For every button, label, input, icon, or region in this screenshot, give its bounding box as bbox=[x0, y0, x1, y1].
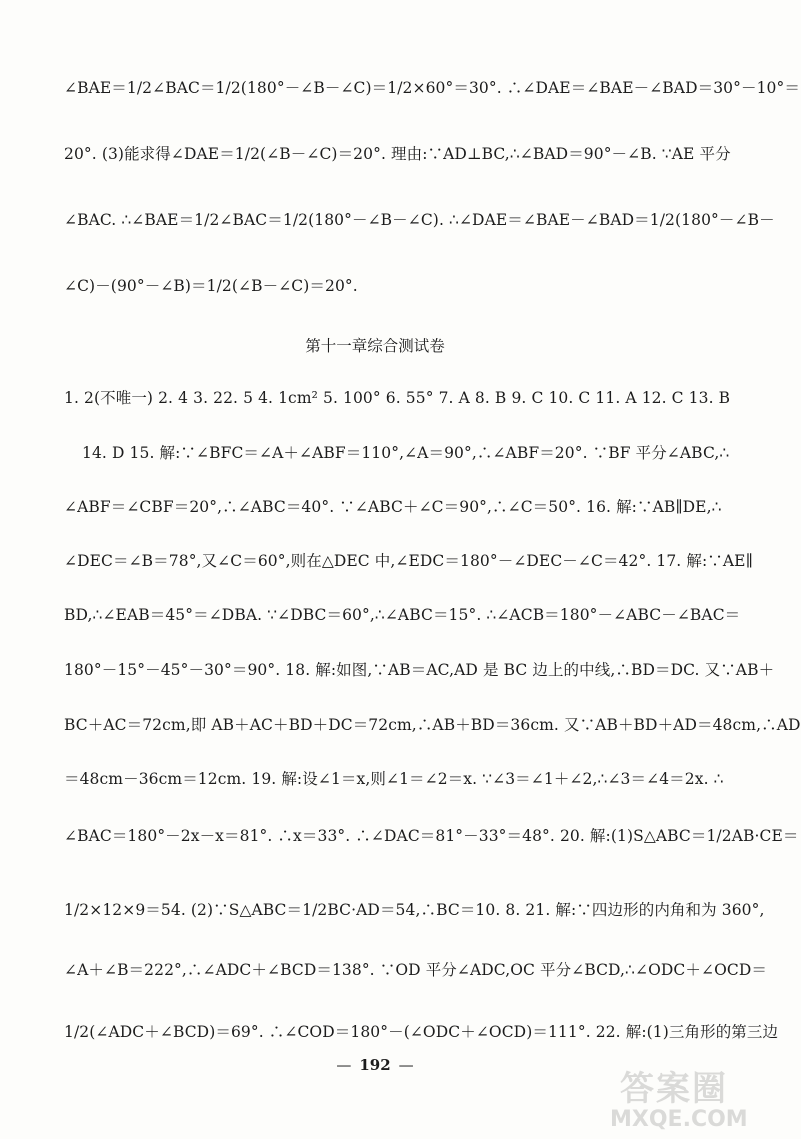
watermark-bottom-text: MXQE.COM bbox=[610, 1107, 748, 1132]
answer-line-12: 1/2(∠ADC＋∠BCD)＝69°. ∴∠COD＝180°－(∠ODC＋∠OCD)＝111°. 22. 解:(1)三角形的第三边 bbox=[64, 1023, 779, 1041]
answer-line-4: ∠DEC＝∠B＝78°,又∠C＝60°,则在△DEC 中,∠EDC＝180°－∠DEC－∠C＝42°. 17. 解:∵AE∥ bbox=[64, 552, 753, 570]
answer-line-3: ∠ABF＝∠CBF＝20°,∴∠ABC＝40°. ∵∠ABC＋∠C＝90°,∴∠C＝50°. 16. 解:∵AB∥DE,∴ bbox=[64, 498, 722, 516]
watermark-top-text: 答案圈 bbox=[620, 1069, 728, 1109]
section-title: 第十一章综合测试卷 bbox=[305, 337, 445, 355]
answer-line-2: 14. D 15. 解:∵∠BFC＝∠A＋∠ABF＝110°,∠A＝90°,∴∠ABF＝20°. ∵BF 平分∠ABC,∴ bbox=[82, 444, 730, 462]
text-line-1: ∠BAE＝1/2∠BAC＝1/2(180°－∠B－∠C)＝1/2×60°＝30°. ∴∠DAE＝∠BAE－∠BAD＝30°－10°＝ bbox=[64, 79, 800, 97]
page-number-dash-right: — bbox=[398, 1056, 414, 1074]
text-line-4: ∠C)－(90°－∠B)＝1/2(∠B－∠C)＝20°. bbox=[64, 277, 358, 295]
answer-line-6: 180°－15°－45°－30°＝90°. 18. 解:如图,∵AB＝AC,AD 是 BC 边上的中线,∴BD＝DC. 又∵AB＋ bbox=[64, 661, 775, 679]
answer-line-9: ∠BAC＝180°－2x－x＝81°. ∴x＝33°. ∴∠DAC＝81°－33°＝48°. 20. 解:(1)S△ABC＝1/2AB·CE＝ bbox=[64, 827, 799, 845]
watermark-logo bbox=[610, 1061, 748, 1135]
answer-line-8: ＝48cm－36cm＝12cm. 19. 解:设∠1＝x,则∠1＝∠2＝x. ∵∠3＝∠1＋∠2,∴∠3＝∠4＝2x. ∴ bbox=[64, 770, 724, 788]
answer-line-10: 1/2×12×9＝54. (2)∵S△ABC＝1/2BC·AD＝54,∴BC＝10. 8. 21. 解:∵四边形的内角和为 360°, bbox=[64, 901, 765, 919]
text-line-3: ∠BAC. ∴∠BAE＝1/2∠BAC＝1/2(180°－∠B－∠C). ∴∠DAE＝∠BAE－∠BAD＝1/2(180°－∠B－ bbox=[64, 211, 775, 229]
answer-line-11: ∠A＋∠B＝222°,∴∠ADC＋∠BCD＝138°. ∵OD 平分∠ADC,OC 平分∠BCD,∴∠ODC＋∠OCD＝ bbox=[64, 961, 767, 979]
page-number-value: 192 bbox=[359, 1056, 391, 1074]
answer-line-7: BC＋AC＝72cm,即 AB＋AC＋BD＋DC＝72cm,∴AB＋BD＝36cm. 又∵AB＋BD＋AD＝48cm,∴AD bbox=[64, 716, 801, 734]
text-line-2: 20°. (3)能求得∠DAE＝1/2(∠B－∠C)＝20°. 理由:∵AD⊥BC,∴∠BAD＝90°－∠B. ∵AE 平分 bbox=[64, 145, 731, 163]
page-number-dash-left: — bbox=[336, 1056, 352, 1074]
answer-line-5: BD,∴∠EAB＝45°＝∠DBA. ∵∠DBC＝60°,∴∠ABC＝15°. ∴∠ACB＝180°－∠ABC－∠BAC＝ bbox=[64, 606, 741, 624]
answer-line-1: 1. 2(不唯一) 2. 4 3. 22. 5 4. 1cm² 5. 100° 6. 55° 7. A 8. B 9. C 10. C 11. A 12. C 13. B bbox=[64, 389, 731, 407]
